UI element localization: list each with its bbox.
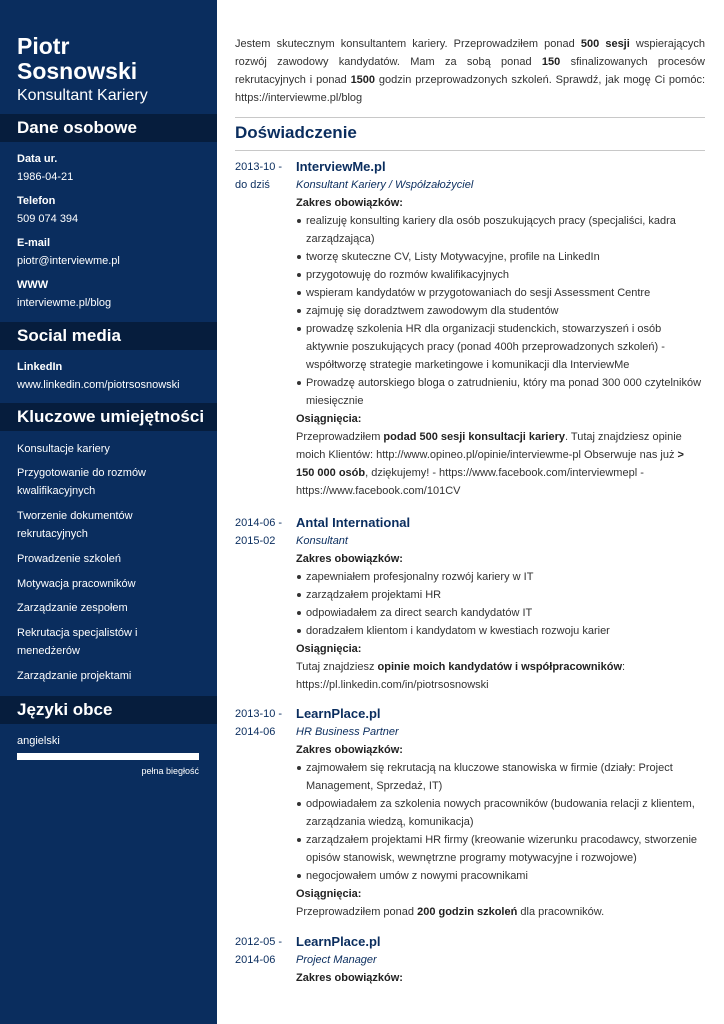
person-name [17, 34, 207, 84]
list-item: zajmuję się doradztwem zawodowym dla studentów [296, 302, 705, 320]
job-company: Antal International [296, 515, 411, 530]
achievements-text: Tutaj znajdziesz opinie moich kandydatów i współpracowników: https://pl.linkedin.com/in/piotrsosnowski [296, 661, 626, 691]
birthdate-value: 1986-04-21 [17, 171, 74, 183]
language-name: angielski [17, 735, 60, 747]
job-dates: 2014-06 - 2015-02 [235, 517, 283, 547]
list-item: realizuję konsulting kariery dla osób poszukujących pracy (specjaliści, kadra zarządzająca) [296, 212, 705, 248]
summary: Jestem skutecznym konsultantem kariery. Przeprowadziłem ponad 500 sesji wspierających rozwój zawodowy kandydatów. Mam za sobą ponad 150 sfinalizowanych procesów rekrutacyjnych i ponad 1500 godzin przeprowadzonych szkoleń. Sprawdź, jak mogę Ci pomóc: https://interviewme.pl/blog [235, 38, 705, 104]
job-position: Project Manager [296, 954, 377, 966]
job-company: LearnPlace.pl [296, 934, 381, 949]
divider [235, 150, 705, 151]
skill-item: Tworzenie dokumentów rekrutacyjnych [17, 510, 133, 540]
duties-list [296, 212, 705, 410]
achievements-label: Osiągnięcia: [296, 413, 362, 425]
list-item: tworzę skuteczne CV, Listy Motywacyjne, profile na LinkedIn [296, 248, 705, 266]
www-value: interviewme.pl/blog [17, 297, 112, 309]
skill-item: Motywacja pracowników [17, 578, 136, 590]
www-label: WWW [17, 279, 49, 291]
job-dates: 2013-10 - do dziś [235, 161, 283, 191]
skill-item: Zarządzanie projektami [17, 670, 132, 682]
achievements-text: Przeprowadziłem ponad 200 godzin szkoleń dla pracowników. [296, 906, 605, 918]
skill-item: Zarządzanie zespołem [17, 602, 128, 614]
list-item: przygotowuję do rozmów kwalifikacyjnych [296, 266, 705, 284]
birthdate-label: Data ur. [17, 153, 58, 165]
job-company: LearnPlace.pl [296, 706, 381, 721]
experience-heading: Doświadczenie [235, 123, 357, 142]
list-item: doradzałem klientom i kandydatom w kwestiach rozwoju karier [296, 622, 705, 640]
list-item: wspieram kandydatów w przygotowaniach do sesji Assessment Centre [296, 284, 705, 302]
languages-heading: Języki obce [0, 696, 217, 724]
job-position: HR Business Partner [296, 726, 399, 738]
job-position: Konsultant [296, 535, 348, 547]
person-role: Konsultant Kariery [17, 87, 148, 104]
list-item: prowadzę szkolenia HR dla organizacji studenckich, stowarzyszeń i osób aktywnie poszukujących pracy (ponad 400h przeprowadzonych szkoleń) - współtworzę strategie marketingowe i komunikacji dla InterviewMe [296, 320, 705, 374]
job-position: Konsultant Kariery / Współzałożyciel [296, 179, 474, 191]
sidebar [0, 0, 217, 1024]
skill-item: Przygotowanie do rozmów kwalifikacyjnych [17, 467, 147, 497]
job-company: InterviewMe.pl [296, 159, 386, 174]
skill-item: Rekrutacja specjalistów i menedżerów [17, 627, 138, 657]
achievements-label: Osiągnięcia: [296, 888, 362, 900]
job-dates: 2013-10 - 2014-06 [235, 708, 283, 738]
list-item: odpowiadałem za direct search kandydatów IT [296, 604, 705, 622]
list-item: zapewniałem profesjonalny rozwój kariery w IT [296, 568, 705, 586]
skill-item: Konsultacje kariery [17, 443, 110, 455]
achievements-label: Osiągnięcia: [296, 643, 362, 655]
list-item: zajmowałem się rekrutacją na kluczowe stanowiska w firmie (działy: Project Management, Sprzedaż, IT) [296, 759, 705, 795]
duties-label: Zakres obowiązków: [296, 972, 403, 984]
language-proficiency-bar [17, 753, 199, 760]
phone-value: 509 074 394 [17, 213, 79, 225]
job-dates: 2012-05 - 2014-06 [235, 936, 283, 966]
phone-label: Telefon [17, 195, 56, 207]
list-item: zarządzałem projektami HR firmy (kreowanie wizerunku pracodawcy, stworzenie opisów stanowisk, wewnętrzne programy motywacyjne i rozwojowe) [296, 831, 705, 867]
divider [235, 117, 705, 118]
social-heading: Social media [0, 322, 217, 350]
language-level: pełna biegłość [141, 766, 199, 776]
list-item: Prowadzę autorskiego bloga o zatrudnieniu, który ma ponad 300 000 czytelników miesięcznie [296, 374, 705, 410]
email-value: piotr@interviewme.pl [17, 255, 120, 267]
linkedin-label: LinkedIn [17, 361, 63, 373]
personal-heading: Dane osobowe [0, 114, 217, 142]
achievements-text: Przeprowadziłem podad 500 sesji konsultacji kariery. Tutaj znajdziesz opinie moich Klientów: http://www.opineo.pl/opinie/interviewme-pl Obserwuje nas już > 150 000 osób, dziękujemy! - https://www.facebook.com/interviewmepl - https://www.facebook.com/101CV [296, 431, 684, 497]
linkedin-value: www.linkedin.com/piotrsosnowski [17, 379, 180, 391]
last-name: Sosnowski [17, 58, 138, 84]
duties-label: Zakres obowiązków: [296, 197, 403, 209]
skills-heading: Kluczowe umiejętności [0, 403, 217, 431]
list-item: odpowiadałem za szkolenia nowych pracowników (budowania relacji z klientem, zarządzania wiedzą, komunikacja) [296, 795, 705, 831]
first-name: Piotr [17, 33, 70, 59]
duties-label: Zakres obowiązków: [296, 553, 403, 565]
skill-item: Prowadzenie szkoleń [17, 553, 121, 565]
duties-list [296, 759, 705, 885]
duties-list [296, 568, 705, 640]
list-item: negocjowałem umów z nowymi pracownikami [296, 867, 705, 885]
email-label: E-mail [17, 237, 51, 249]
list-item: zarządzałem projektami HR [296, 586, 705, 604]
duties-label: Zakres obowiązków: [296, 744, 403, 756]
